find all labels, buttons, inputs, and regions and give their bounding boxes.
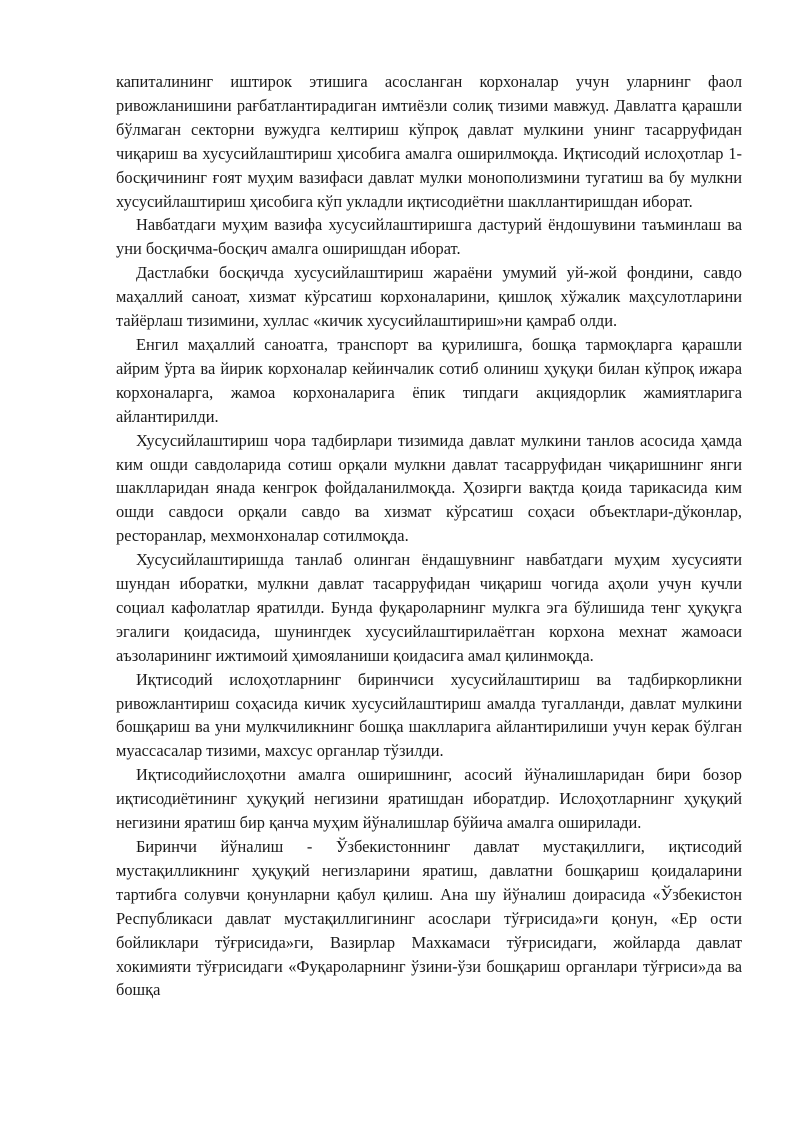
paragraph: Хусусийлаштиришда танлаб олинган ёндашувнинг навбатдаги муҳим хусусияти шундан иборатки, мулкни давлат тасарруфидан чиқариш чогида аҳоли учун кучли социал кафолатлар яратилди. Бунда фуқароларнинг мулкга эга бўлишида тенг ҳуқуқга эгалиги қоидасида, шунингдек хусусийлаштирилаётган корхона мехнат жамоаси аъзоларининг ижтимоий ҳимояланиши қоидасига амал қилинмоқда. [116, 550, 742, 665]
paragraph-continuation: капиталининг иштирок этишига асосланган корхоналар учун уларнинг фаол ривожланишини рағбатлантирадиган имтиёзли солиқ тизими мавжуд. Давлатга қарашли бўлмаган секторни вужудга келтириш кўпроқ давлат мулкини унинг тасарруфидан чиқариш ва хусусийлаштириш ҳисобига амалга оширилмоқда. Иқтисодий ислоҳотлар 1-босқичининг ғоят муҳим вазифаси давлат мулки монополизмини тугатиш ва бу мулкни хусусийлаштириш ҳисобига кўп укладли иқтисодиётни шакллантиришдан иборат. [116, 72, 742, 211]
paragraph: Навбатдаги муҳим вазифа хусусийлаштиришга дастурий ёндошувини таъминлаш ва уни босқичма-босқич амалга оширишдан иборат. [116, 215, 742, 259]
paragraph: Хусусийлаштириш чора тадбирлари тизимида давлат мулкини танлов асосида ҳамда ким ошди савдоларида сотиш орқали мулкни давлат тасарруфидан чиқаришнинг янги шаклларидан янада кенгрок фойдаланилмоқда. Ҳозирги вақтда қоида тарикасида ким ошди савдоси орқали савдо ва хизмат кўрсатиш соҳаси объектлари-дўконлар, ресторанлар, мехмонхоналар сотилмоқда. [116, 430, 742, 546]
paragraph: Иқтисодийислоҳотни амалга оширишнинг, асосий йўналишларидан бири бозор иқтисодиётининг ҳуқуқий негизини яратишдан иборатдир. Ислоҳотларнинг ҳуқуқий негизини яратиш бир қанча муҳим йўналишлар бўйича амалга оширилади. [116, 765, 742, 833]
paragraph: Иқтисодий ислоҳотларнинг биринчиси хусусийлаштириш ва тадбиркорликни ривожлантириш соҳасида кичик хусусийлаштириш амалда тугалланди, давлат мулкини бошқариш ва уни мулкчиликнинг бошқа шаклларига айлантирилиши учун керак бўлган муассасалар тизими, махсус органлар тўзилди. [116, 669, 742, 761]
paragraph: Енгил маҳаллий саноатга, транспорт ва қурилишга, бошқа тармоқларга қарашли айрим ўрта ва йирик корхоналар кейинчалик сотиб олиниш ҳуқуқи билан кўпроқ ижара корхоналарга, жамоа корхоналарига ёпик типдаги акциядорлик жамиятларига айлантирилди. [116, 334, 742, 426]
paragraph: Дастлабки босқичда хусусийлаштириш жараёни умумий уй-жой фондини, савдо маҳаллий саноат, хизмат кўрсатиш корхоналарини, қишлоқ хўжалик маҳсулотларини тайёрлаш тизимини, хуллас «кичик хусусийлаштириш»ни қамраб олди. [116, 263, 742, 331]
paragraph: Биринчи йўналиш - Ўзбекистоннинг давлат мустақиллиги, иқтисодий мустақилликнинг ҳуқуқий негизларини яратиш, давлатни бошқариш қоидаларини тартибга солувчи қонунларни қабул қилиш. Ана шу йўналиш доирасида «Ўзбекистон Республикаси давлат мустақиллигининг асослари тўғрисида»ги қонун, «Ер ости бойликлари тўғрисида»ги, Вазирлар Махкамаси тўғрисидаги, жойларда давлат хокимияти тўғрисидаги «Фуқароларнинг ўзини-ўзи бошқариш органлари тўғриси»да ва бошқа [116, 837, 742, 1000]
document-page [116, 70, 742, 1002]
